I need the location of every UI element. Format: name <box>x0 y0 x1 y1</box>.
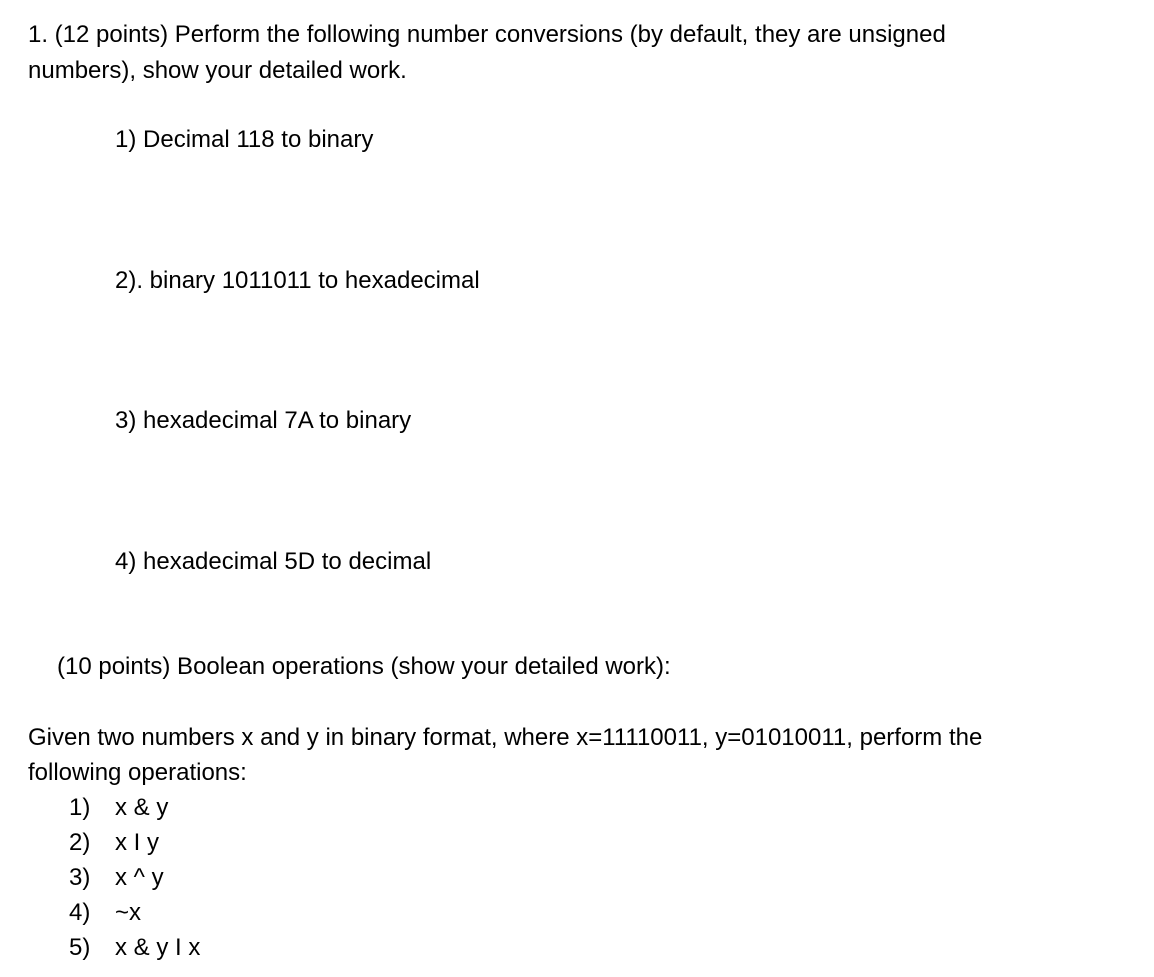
operation-expression: x & y I x <box>115 934 201 961</box>
question-1-prompt-line-1: 1. (12 points) Perform the following number conversions (by default, they are unsigned <box>28 21 946 48</box>
question-2-given-line-2: following operations: <box>28 759 247 786</box>
operation-number: 1) <box>69 794 91 821</box>
operation-expression: x ^ y <box>115 864 164 891</box>
operation-number: 2) <box>69 829 91 856</box>
question-2-heading: (10 points) Boolean operations (show your detailed work): <box>57 653 671 680</box>
question-1-item-4: 4) hexadecimal 5D to decimal <box>115 548 432 575</box>
operation-expression: ~x <box>115 899 142 926</box>
operation-number: 3) <box>69 864 91 891</box>
operation-number: 4) <box>69 899 91 926</box>
question-1-item-3: 3) hexadecimal 7A to binary <box>115 407 412 434</box>
operation-expression: x I y <box>115 829 160 856</box>
question-1-prompt-line-2: numbers), show your detailed work. <box>28 57 407 84</box>
question-2-given-line-1: Given two numbers x and y in binary format, where x=11110011, y=01010011, perform the <box>28 724 983 751</box>
operation-number: 5) <box>69 934 91 961</box>
operation-expression: x & y <box>115 794 169 821</box>
question-1-item-2: 2). binary 1011011 to hexadecimal <box>115 267 480 294</box>
question-1-item-1: 1) Decimal 118 to binary <box>115 126 374 153</box>
